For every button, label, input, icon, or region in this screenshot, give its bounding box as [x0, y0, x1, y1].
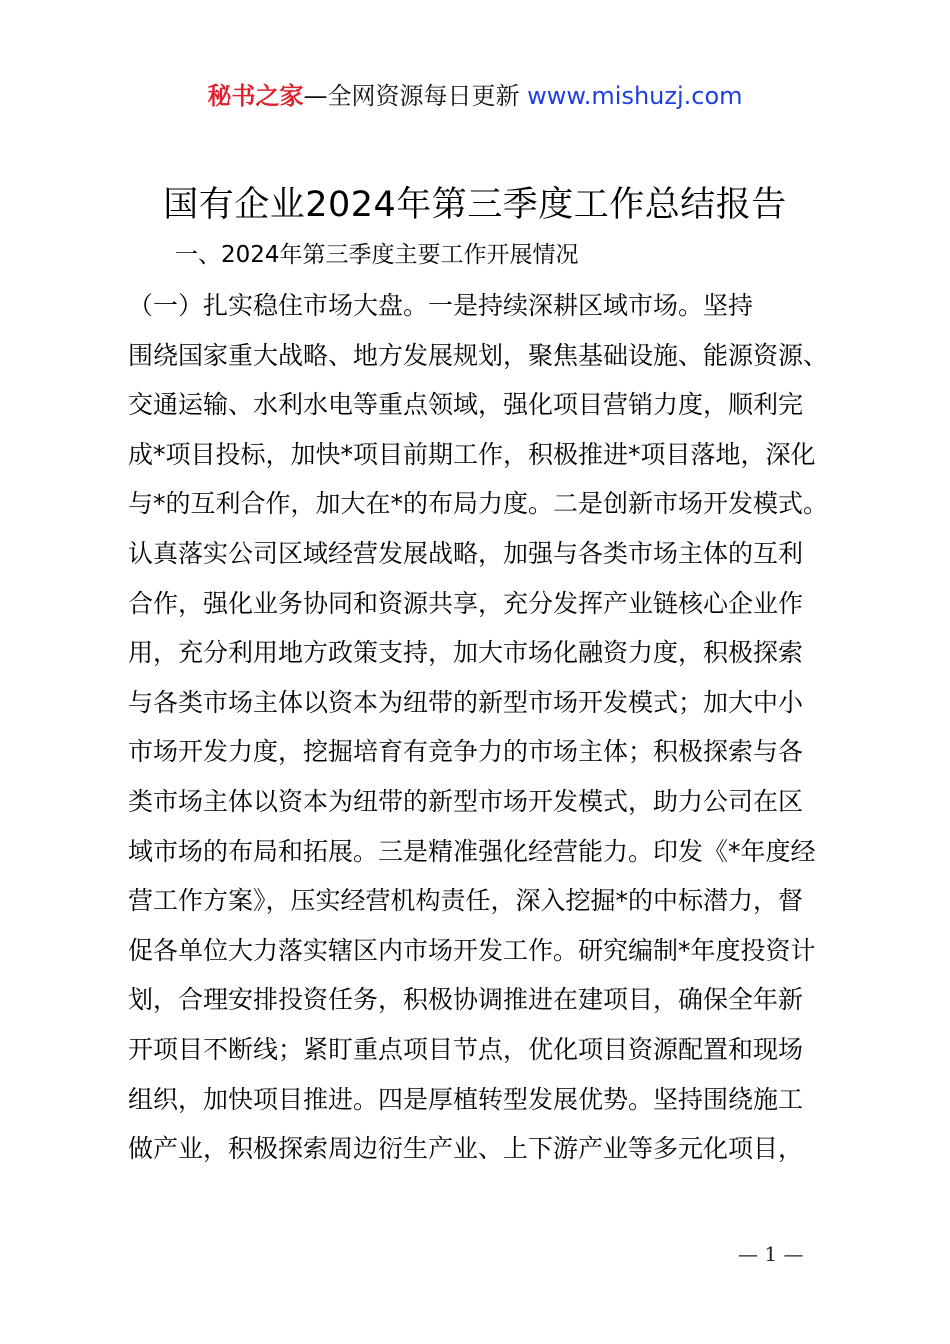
- paragraph-line: 促各单位大力落实辖区内市场开发工作。研究编制*年度投资计: [128, 935, 816, 965]
- body-paragraph: [128, 281, 843, 1174]
- site-brand: 秘书之家: [207, 82, 304, 110]
- paragraph-line: 围绕国家重大战略、地方发展规划，聚焦基础设施、能源资源、: [128, 340, 829, 370]
- site-tagline: —全网资源每日更新: [303, 82, 528, 110]
- paragraph-line: 组织，加快项目推进。四是厚植转型发展优势。坚持围绕施工: [128, 1084, 804, 1114]
- paragraph-line: 划，合理安排投资任务，积极协调推进在建项目，确保全年新: [128, 985, 804, 1015]
- paragraph-line: 合作，强化业务协同和资源共享，充分发挥产业链核心企业作: [128, 588, 804, 618]
- document-title: 国有企业2024年第三季度工作总结报告: [163, 185, 787, 225]
- paragraph-line: 市场开发力度，挖掘培育有竞争力的市场主体；积极探索与各: [128, 737, 804, 767]
- paragraph-line: 做产业，积极探索周边衍生产业、上下游产业等多元化项目，: [128, 1134, 804, 1164]
- site-url-link[interactable]: www.mishuzj.com: [527, 82, 743, 110]
- paragraph-line: 与各类市场主体以资本为纽带的新型市场开发模式；加大中小: [128, 687, 804, 717]
- paragraph-line: （一）扎实稳住市场大盘。一是持续深耕区域市场。坚持: [128, 291, 754, 320]
- section-heading: 一、2024年第三季度主要工作开展情况: [175, 242, 579, 268]
- paragraph-line: 成*项目投标，加快*项目前期工作，积极推进*项目落地，深化: [128, 439, 816, 469]
- paragraph-line: 类市场主体以资本为纽带的新型市场开发模式，助力公司在区: [128, 786, 804, 816]
- site-header: [0, 78, 950, 114]
- paragraph-line: 开项目不断线；紧盯重点项目节点，优化项目资源配置和现场: [128, 1034, 804, 1064]
- page-number: — 1 —: [738, 1242, 804, 1266]
- paragraph-line: 认真落实公司区域经营发展战略，加强与各类市场主体的互利: [128, 538, 804, 568]
- paragraph-line: 营工作方案》，压实经营机构责任，深入挖掘*的中标潜力，督: [128, 886, 804, 916]
- paragraph-line: 用，充分利用地方政策支持，加大市场化融资力度，积极探索: [128, 638, 804, 668]
- paragraph-line: 域市场的布局和拓展。三是精准强化经营能力。印发《*年度经: [128, 836, 816, 866]
- paragraph-line: 与*的互利合作，加大在*的布局力度。二是创新市场开发模式。: [128, 489, 829, 519]
- paragraph-line: 交通运输、水利水电等重点领域，强化项目营销力度，顺利完: [128, 390, 804, 420]
